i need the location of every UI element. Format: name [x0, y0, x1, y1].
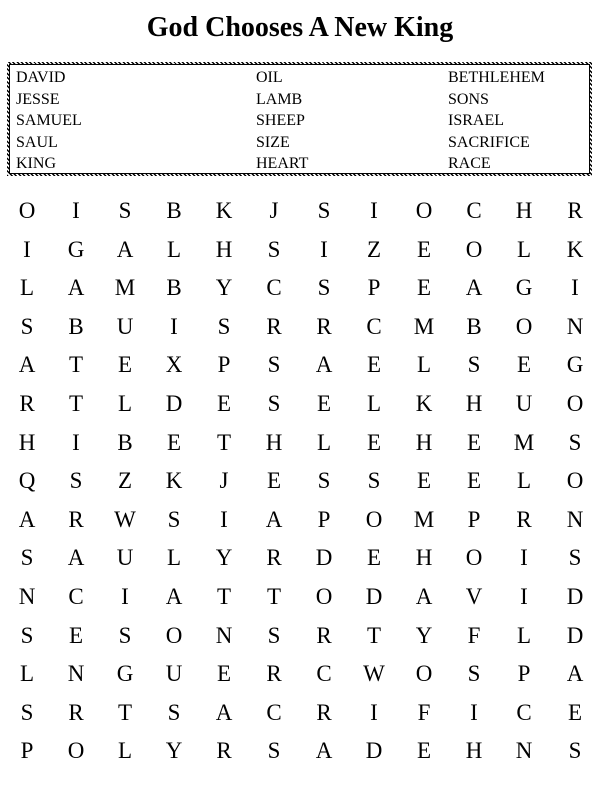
- grid-letter: S: [69, 468, 83, 494]
- grid-letter: A: [116, 236, 134, 262]
- grid-letter: L: [19, 275, 35, 301]
- grid-letter: O: [515, 313, 533, 339]
- grid-letter: E: [117, 352, 133, 378]
- grid-letter: Y: [165, 738, 183, 764]
- search-word: SIZE: [256, 133, 290, 151]
- grid-letter: G: [116, 661, 134, 687]
- grid-letter: G: [67, 236, 85, 262]
- grid-letter: T: [117, 699, 133, 725]
- page-title: God Chooses A New King: [146, 12, 454, 43]
- grid-letter: H: [515, 198, 533, 223]
- grid-letter: S: [467, 352, 481, 378]
- search-word: BETHLEHEM: [448, 69, 545, 86]
- grid-row: [0, 698, 600, 737]
- grid-row: [0, 389, 600, 428]
- grid-letter: S: [568, 738, 582, 764]
- grid-letter: H: [465, 738, 483, 764]
- grid-letter: O: [415, 198, 433, 223]
- grid-letter: S: [267, 352, 281, 378]
- grid-letter: T: [216, 429, 232, 455]
- word-list-column: [448, 67, 545, 175]
- search-word: HEART: [256, 155, 309, 172]
- grid-letter: I: [520, 545, 528, 571]
- grid-letter: N: [215, 622, 233, 648]
- grid-letter: T: [216, 583, 232, 609]
- grid-letter: O: [67, 738, 85, 764]
- grid-letter: L: [516, 468, 532, 494]
- grid-letter: S: [267, 236, 281, 262]
- grid-letter: C: [516, 699, 532, 725]
- grid-letter: G: [515, 275, 533, 301]
- search-word: JESSE: [16, 90, 60, 108]
- grid-letter: O: [566, 468, 584, 494]
- word-list-column: [16, 67, 82, 175]
- grid-letter: K: [215, 198, 233, 223]
- grid-letter: O: [465, 236, 483, 262]
- grid-letter: S: [317, 198, 331, 223]
- grid-letter: S: [267, 738, 281, 764]
- grid-row: [0, 736, 600, 775]
- grid-letter: E: [166, 429, 182, 455]
- grid-letter: E: [366, 352, 382, 378]
- grid-letter: V: [465, 583, 483, 609]
- grid-letter: A: [67, 545, 85, 571]
- grid-letter: N: [566, 506, 584, 532]
- grid-letter: I: [170, 313, 178, 339]
- grid-letter: K: [165, 468, 183, 494]
- grid-letter: E: [68, 622, 84, 648]
- grid-letter: S: [568, 545, 582, 571]
- grid-letter: R: [19, 390, 35, 416]
- grid-letter: Y: [215, 545, 233, 571]
- word-list-box: [7, 62, 592, 176]
- grid-letter: I: [571, 275, 579, 301]
- grid-letter: H: [415, 545, 433, 571]
- grid-letter: R: [266, 661, 282, 687]
- grid-letter: U: [116, 545, 134, 571]
- grid-letter: P: [467, 506, 481, 532]
- grid-letter: I: [370, 198, 378, 223]
- search-word: ISRAEL: [448, 112, 504, 129]
- grid-letter: S: [20, 622, 34, 648]
- grid-letter: T: [366, 622, 382, 648]
- word-list-column: [256, 67, 308, 175]
- grid-letter: B: [166, 198, 182, 223]
- grid-letter: S: [20, 699, 34, 725]
- grid-letter: A: [315, 738, 333, 764]
- grid-letter: R: [316, 622, 332, 648]
- grid-letter: L: [316, 429, 332, 455]
- grid-letter: O: [365, 506, 383, 532]
- grid-row: [0, 543, 600, 582]
- grid-letter: O: [18, 198, 36, 223]
- letter-grid: [0, 196, 600, 775]
- grid-letter: C: [266, 699, 282, 725]
- grid-letter: I: [520, 583, 528, 609]
- grid-letter: E: [516, 352, 532, 378]
- grid-letter: S: [467, 661, 481, 687]
- grid-letter: O: [566, 390, 584, 416]
- search-word: LAMB: [256, 90, 303, 108]
- search-word: KING: [16, 155, 56, 172]
- grid-letter: X: [165, 352, 183, 378]
- grid-letter: S: [20, 313, 34, 339]
- grid-letter: L: [516, 622, 532, 648]
- grid-letter: S: [367, 468, 381, 494]
- grid-letter: L: [416, 352, 432, 378]
- grid-letter: H: [18, 429, 36, 455]
- grid-letter: I: [320, 236, 328, 262]
- grid-letter: N: [515, 738, 533, 764]
- grid-letter: S: [267, 622, 281, 648]
- grid-letter: C: [266, 275, 282, 301]
- grid-row: [0, 621, 600, 660]
- search-word: SONS: [448, 90, 489, 108]
- grid-letter: L: [366, 390, 382, 416]
- grid-row: [0, 505, 600, 544]
- grid-letter: S: [167, 506, 181, 532]
- grid-letter: T: [68, 352, 84, 378]
- grid-letter: I: [220, 506, 228, 532]
- grid-letter: E: [416, 738, 432, 764]
- grid-letter: A: [67, 275, 85, 301]
- grid-letter: L: [516, 236, 532, 262]
- grid-letter: E: [216, 390, 232, 416]
- grid-letter: F: [467, 622, 481, 648]
- grid-letter: O: [165, 622, 183, 648]
- grid-letter: U: [515, 390, 533, 416]
- grid-letter: L: [117, 738, 133, 764]
- grid-letter: S: [167, 699, 181, 725]
- grid-letter: E: [416, 275, 432, 301]
- grid-letter: S: [20, 545, 34, 571]
- grid-row: [0, 582, 600, 621]
- grid-letter: M: [114, 275, 136, 301]
- grid-letter: I: [23, 236, 31, 262]
- grid-letter: D: [566, 622, 584, 648]
- grid-letter: I: [72, 429, 80, 455]
- grid-row: [0, 273, 600, 312]
- grid-letter: F: [417, 699, 431, 725]
- search-word: SACRIFICE: [448, 133, 530, 151]
- grid-letter: M: [513, 429, 535, 455]
- grid-letter: O: [465, 545, 483, 571]
- grid-letter: B: [466, 313, 482, 339]
- grid-letter: R: [266, 313, 282, 339]
- grid-row: [0, 196, 600, 235]
- grid-letter: K: [415, 390, 433, 416]
- grid-letter: P: [517, 661, 531, 687]
- grid-letter: J: [219, 468, 229, 494]
- grid-letter: W: [114, 506, 136, 532]
- grid-letter: E: [366, 545, 382, 571]
- grid-letter: E: [466, 429, 482, 455]
- grid-letter: C: [366, 313, 382, 339]
- grid-letter: G: [566, 352, 584, 378]
- grid-letter: A: [18, 506, 36, 532]
- grid-letter: E: [416, 236, 432, 262]
- grid-row: [0, 428, 600, 467]
- grid-letter: A: [415, 583, 433, 609]
- grid-letter: I: [370, 699, 378, 725]
- grid-letter: R: [216, 738, 232, 764]
- grid-letter: A: [18, 352, 36, 378]
- grid-letter: I: [470, 699, 478, 725]
- grid-letter: Y: [215, 275, 233, 301]
- grid-letter: O: [315, 583, 333, 609]
- grid-row: [0, 350, 600, 389]
- grid-letter: H: [415, 429, 433, 455]
- grid-letter: I: [72, 198, 80, 223]
- grid-letter: H: [215, 236, 233, 262]
- grid-letter: U: [165, 661, 183, 687]
- grid-letter: S: [217, 313, 231, 339]
- grid-letter: A: [566, 661, 584, 687]
- grid-letter: A: [465, 275, 483, 301]
- grid-letter: R: [516, 506, 532, 532]
- grid-letter: E: [416, 468, 432, 494]
- grid-letter: P: [20, 738, 34, 764]
- grid-letter: B: [166, 275, 182, 301]
- grid-letter: C: [316, 661, 332, 687]
- search-word: OIL: [256, 69, 283, 86]
- grid-letter: Y: [415, 622, 433, 648]
- grid-letter: R: [567, 198, 583, 223]
- grid-letter: S: [317, 275, 331, 301]
- grid-letter: B: [117, 429, 133, 455]
- grid-letter: A: [265, 506, 283, 532]
- grid-letter: Q: [18, 468, 36, 494]
- grid-letter: A: [315, 352, 333, 378]
- grid-letter: M: [413, 313, 435, 339]
- grid-letter: P: [367, 275, 381, 301]
- grid-letter: C: [466, 198, 482, 223]
- grid-letter: I: [121, 583, 129, 609]
- grid-letter: D: [566, 583, 584, 609]
- grid-letter: L: [166, 545, 182, 571]
- grid-letter: D: [365, 738, 383, 764]
- grid-letter: E: [466, 468, 482, 494]
- grid-letter: Z: [366, 236, 382, 262]
- grid-letter: P: [217, 352, 231, 378]
- search-word: SHEEP: [256, 112, 305, 129]
- search-word: SAMUEL: [16, 112, 82, 129]
- grid-letter: S: [267, 390, 281, 416]
- grid-letter: N: [18, 583, 36, 609]
- grid-letter: B: [68, 313, 84, 339]
- grid-letter: R: [68, 506, 84, 532]
- grid-letter: Z: [117, 468, 133, 494]
- grid-letter: C: [68, 583, 84, 609]
- grid-letter: E: [266, 468, 282, 494]
- grid-letter: N: [566, 313, 584, 339]
- search-word: SAUL: [16, 133, 58, 151]
- grid-row: [0, 312, 600, 351]
- search-word: RACE: [448, 155, 491, 172]
- grid-letter: E: [316, 390, 332, 416]
- grid-letter: D: [165, 390, 183, 416]
- grid-letter: P: [317, 506, 331, 532]
- grid-letter: A: [215, 699, 233, 725]
- grid-letter: W: [363, 661, 385, 687]
- grid-letter: N: [67, 661, 85, 687]
- grid-letter: K: [566, 236, 584, 262]
- grid-letter: D: [315, 545, 333, 571]
- grid-letter: T: [68, 390, 84, 416]
- grid-letter: H: [265, 429, 283, 455]
- grid-letter: T: [266, 583, 282, 609]
- grid-letter: R: [316, 699, 332, 725]
- grid-letter: S: [317, 468, 331, 494]
- grid-letter: R: [68, 699, 84, 725]
- grid-letter: E: [567, 699, 583, 725]
- grid-letter: S: [118, 198, 132, 223]
- grid-letter: E: [216, 661, 232, 687]
- grid-letter: A: [165, 583, 183, 609]
- word-list: [9, 64, 590, 174]
- grid-letter: J: [269, 198, 279, 223]
- grid-letter: R: [316, 313, 332, 339]
- grid-letter: U: [116, 313, 134, 339]
- grid-letter: L: [19, 661, 35, 687]
- grid-letter: L: [166, 236, 182, 262]
- grid-row: [0, 235, 600, 274]
- grid-letter: O: [415, 661, 433, 687]
- grid-letter: M: [413, 506, 435, 532]
- grid-row: [0, 466, 600, 505]
- grid-letter: L: [117, 390, 133, 416]
- search-word: DAVID: [16, 69, 66, 86]
- grid-letter: H: [465, 390, 483, 416]
- grid-letter: S: [568, 429, 582, 455]
- grid-letter: S: [118, 622, 132, 648]
- grid-letter: D: [365, 583, 383, 609]
- grid-letter: E: [366, 429, 382, 455]
- grid-row: [0, 659, 600, 698]
- grid-letter: R: [266, 545, 282, 571]
